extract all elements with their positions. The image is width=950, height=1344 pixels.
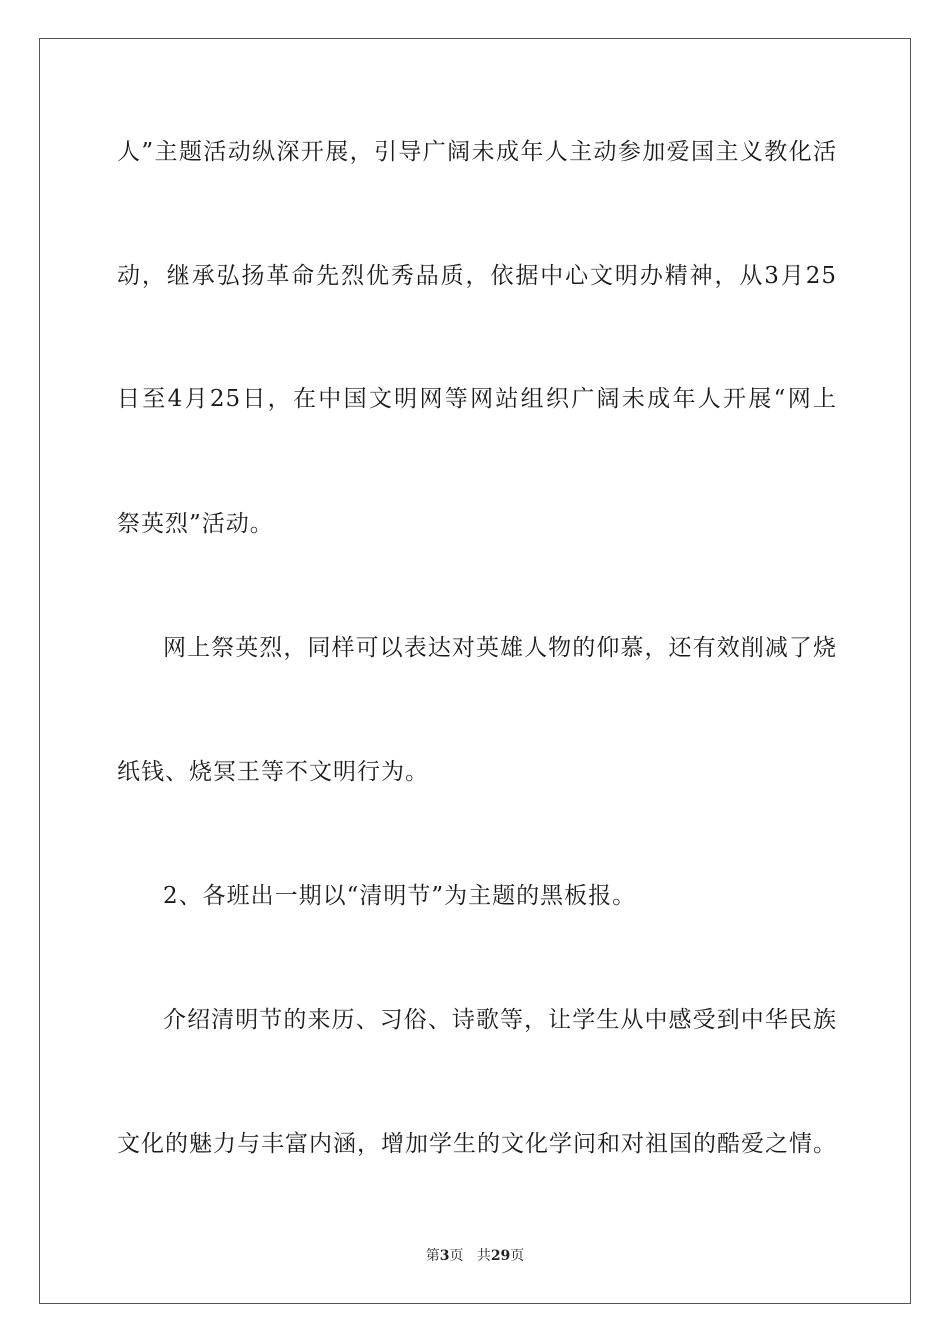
paragraph-line-6: 纸钱、烧冥王等不文明行为。 bbox=[117, 759, 429, 785]
page-footer bbox=[0, 1246, 950, 1266]
page-suffix: 页 bbox=[449, 1248, 464, 1264]
paragraph-line-7: 2、各班出一期以“清明节”为主题的黑板报。 bbox=[163, 883, 637, 909]
total-suffix: 页 bbox=[510, 1248, 525, 1264]
page-prefix: 第 bbox=[425, 1248, 440, 1264]
total-pages: 29 bbox=[490, 1248, 511, 1264]
paragraph-line-5: 网上祭英烈，同样可以表达对英雄人物的仰慕，还有效削减了烧 bbox=[163, 635, 837, 661]
paragraph-line-8: 介绍清明节的来历、习俗、诗歌等，让学生从中感受到中华民族 bbox=[163, 1007, 837, 1033]
paragraph-line-1: 人”主题活动纵深开展，引导广阔未成年人主动参加爱国主义教化活 bbox=[117, 139, 837, 165]
paragraph-line-9: 文化的魅力与丰富内涵，增加学生的文化学问和对祖国的酷爱之情。 bbox=[117, 1131, 837, 1157]
page-border bbox=[39, 38, 911, 1304]
paragraph-line-3: 日至4月25日，在中国文明网等网站组织广阔未成年人开展“网上 bbox=[117, 386, 837, 412]
total-prefix: 共 bbox=[476, 1248, 491, 1264]
paragraph-line-4: 祭英烈”活动。 bbox=[117, 511, 274, 537]
paragraph-line-2: 动，继承弘扬革命先烈优秀品质，依据中心文明办精神，从3月25 bbox=[117, 263, 837, 289]
page-number: 3 bbox=[439, 1248, 450, 1264]
